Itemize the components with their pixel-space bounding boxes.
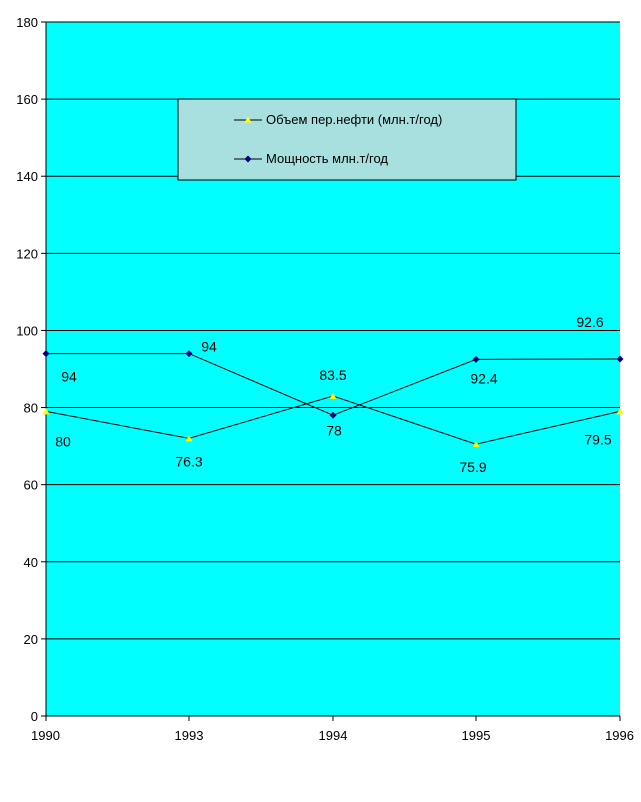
data-label: 76.3 (175, 453, 203, 470)
data-label: 92.4 (470, 370, 498, 387)
x-tick-label: 1990 (31, 728, 60, 743)
data-label: 75.9 (459, 459, 487, 476)
y-tick-label: 120 (16, 246, 38, 262)
y-tick-label: 180 (16, 15, 38, 30)
x-tick-label: 1995 (461, 728, 491, 743)
data-label: 78 (326, 422, 342, 439)
data-label: 92.6 (576, 313, 604, 330)
legend-label-capacity: Мощность млн.т/год (266, 151, 389, 166)
y-tick-label: 140 (16, 169, 38, 185)
y-tick-label: 60 (23, 477, 38, 493)
y-tick-label: 80 (23, 400, 38, 416)
x-tick-label: 1994 (318, 728, 348, 743)
data-label: 79.5 (584, 431, 612, 448)
y-tick-label: 20 (23, 631, 38, 647)
x-tick-label: 1993 (174, 728, 204, 743)
data-label: 83.5 (319, 366, 347, 383)
data-label: 94 (201, 338, 217, 355)
legend (178, 99, 516, 180)
y-tick-label: 100 (16, 323, 38, 339)
data-label: 94 (61, 368, 77, 385)
data-label: 80 (55, 433, 71, 450)
x-tick-label: 1996 (605, 728, 634, 743)
legend-label-oil: Объем пер.нефти (млн.т/год) (266, 112, 443, 127)
y-tick-label: 160 (16, 92, 38, 108)
y-tick-label: 40 (23, 554, 38, 570)
y-tick-label: 0 (30, 709, 38, 724)
